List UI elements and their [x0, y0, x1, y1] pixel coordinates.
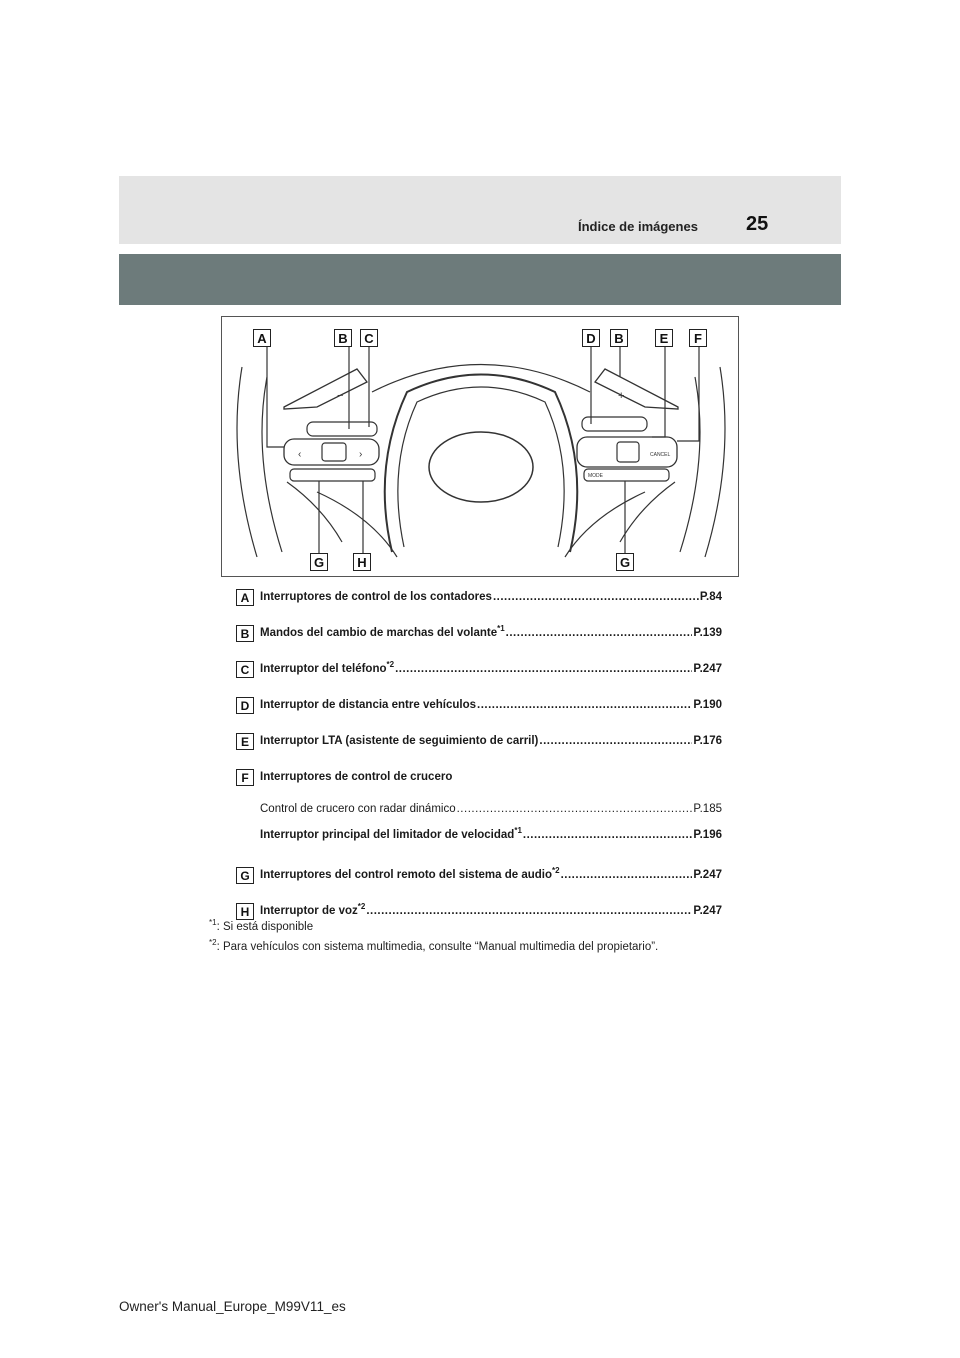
footnote-mark: *1 — [514, 826, 522, 836]
footnote-text: : Para vehículos con sistema multimedia, consulte “Manual multimedia del propietario”. — [216, 941, 659, 953]
legend-entry — [236, 658, 722, 694]
header-bar-dark — [119, 254, 841, 305]
callout-g-right: G — [616, 553, 634, 571]
entry-letter: A — [236, 589, 254, 606]
entry-page-link[interactable]: P.247 — [693, 663, 722, 675]
entry-page-link[interactable]: P.196 — [693, 829, 722, 841]
callout-f: F — [689, 329, 707, 347]
footnote-mark: *2 — [209, 938, 217, 948]
svg-text:›: › — [359, 449, 363, 460]
entry-letter: D — [236, 697, 254, 714]
callout-a: A — [253, 329, 271, 347]
callout-h: H — [353, 553, 371, 571]
callout-g-left: G — [310, 553, 328, 571]
entry-text: Interruptores de control de los contadores — [260, 591, 492, 603]
callout-b-right: B — [610, 329, 628, 347]
legend-entry — [236, 586, 722, 622]
footnote-1 — [209, 918, 314, 933]
footnote-mark: *2 — [552, 866, 560, 876]
footer-manual-id: Owner's Manual_Europe_M99V11_es — [119, 1299, 346, 1314]
svg-text:CANCEL: CANCEL — [650, 452, 671, 458]
figure-legend — [236, 586, 722, 936]
footnote-mark: *1 — [209, 918, 217, 928]
legend-entry — [236, 622, 722, 658]
legend-subentry — [236, 828, 722, 864]
legend-entry — [236, 864, 722, 900]
entry-letter: E — [236, 733, 254, 750]
callout-b-left: B — [334, 329, 352, 347]
steering-wheel-illustration — [222, 317, 740, 578]
callout-e: E — [655, 329, 673, 347]
section-title: Índice de imágenes — [578, 219, 698, 234]
entry-letter: G — [236, 867, 254, 884]
entry-letter: H — [236, 903, 254, 920]
svg-text:−: − — [337, 390, 344, 402]
callout-c: C — [360, 329, 378, 347]
page-number: 25 — [746, 213, 769, 235]
entry-text: Interruptor LTA (asistente de seguimiento de carril) — [260, 735, 539, 747]
entry-letter: B — [236, 625, 254, 642]
entry-text: Interruptores del control remoto del sistema de audio — [260, 869, 553, 881]
legend-entry — [236, 766, 722, 802]
entry-text: Interruptor de voz — [260, 905, 358, 917]
entry-text: Interruptor principal del limitador de velocidad — [260, 829, 515, 841]
footnote-text: : Si está disponible — [216, 921, 314, 933]
svg-text:‹: ‹ — [298, 449, 302, 460]
entry-page-link[interactable]: P.185 — [693, 803, 722, 815]
entry-page-link[interactable]: P.190 — [693, 699, 722, 711]
entry-page-link[interactable]: P.247 — [693, 869, 722, 881]
entry-page-link[interactable]: P.247 — [693, 905, 722, 917]
entry-page-link[interactable]: P.176 — [693, 735, 722, 747]
footnote-2 — [209, 938, 659, 953]
entry-letter: C — [236, 661, 254, 678]
entry-text: Mandos del cambio de marchas del volante — [260, 627, 498, 639]
entry-text: Interruptores de control de crucero — [260, 771, 453, 783]
entry-text: Interruptor del teléfono — [260, 663, 387, 675]
legend-entry — [236, 730, 722, 766]
header-band — [119, 176, 841, 244]
steering-wheel-figure — [221, 316, 739, 577]
footnote-mark: *1 — [497, 624, 505, 634]
svg-text:+: + — [618, 390, 625, 402]
legend-subentry — [236, 802, 722, 828]
entry-letter: F — [236, 769, 254, 786]
entry-text: Interruptor de distancia entre vehículos — [260, 699, 476, 711]
footnote-mark: *2 — [386, 660, 395, 670]
entry-page-link[interactable]: P.84 — [699, 591, 722, 603]
entry-text: Control de crucero con radar dinámico — [260, 803, 456, 815]
footnote-mark: *2 — [357, 902, 366, 912]
callout-d: D — [582, 329, 600, 347]
legend-entry — [236, 694, 722, 730]
svg-text:MODE: MODE — [588, 473, 603, 479]
entry-page-link[interactable]: P.139 — [693, 627, 722, 639]
